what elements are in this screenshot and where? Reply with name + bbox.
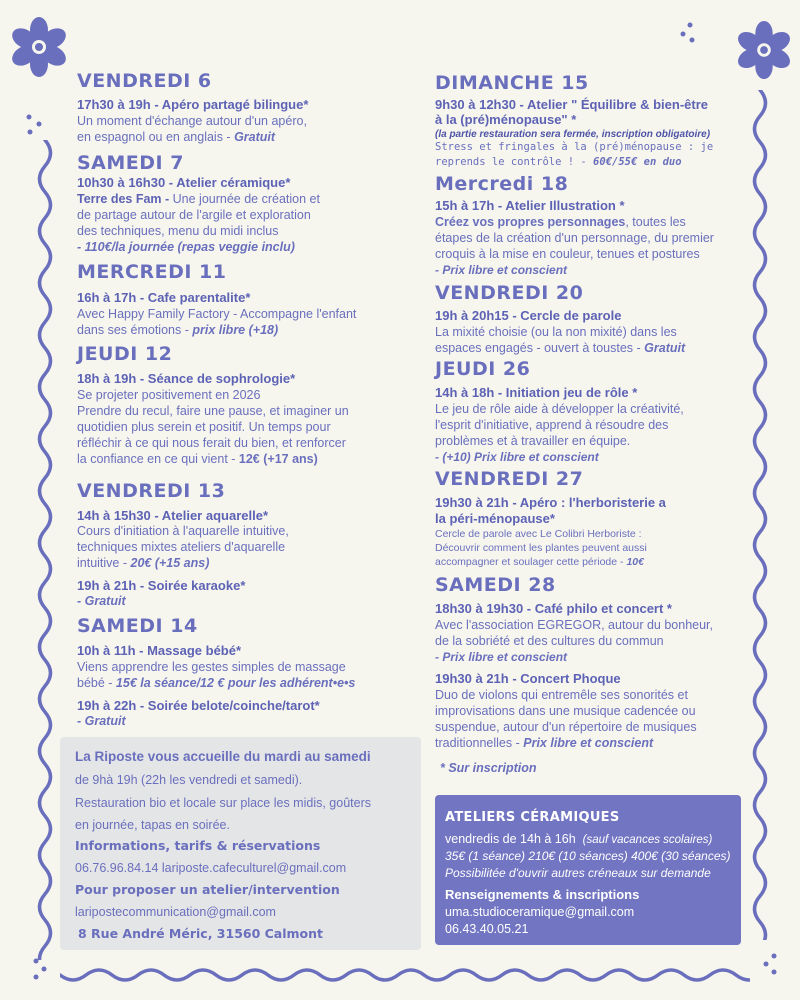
- event-title: 14h à 15h30 - Atelier aquarelle*: [77, 508, 269, 523]
- ceramics-subheading: Renseignements & inscriptions: [445, 887, 640, 902]
- event-price: - Gratuit: [77, 714, 126, 728]
- flower-icon: [734, 20, 794, 80]
- event-price: - Gratuit: [77, 594, 126, 608]
- wave-border-bottom: [60, 960, 750, 990]
- event-title: 10h à 11h - Massage bébé*: [77, 643, 242, 658]
- event-note: (la partie restauration sera fermée, inscription obligatoire): [435, 129, 711, 140]
- day-heading: MERCREDI 11: [77, 261, 227, 283]
- event-desc: Le jeu de rôle aide à développer la créativité, l'esprit d'initiative, apprend à résoudre des problèmes et à travailler en équipe. - (+10) Prix libre et conscient: [435, 402, 684, 464]
- ceramics-heading: ATELIERS CÉRAMIQUES: [445, 810, 620, 825]
- ceramics-box: [435, 795, 741, 945]
- event-title: à la (pré)ménopause" *: [435, 112, 577, 127]
- dot-cluster-icon: [676, 20, 700, 48]
- event-desc: Duo de violons qui entremêle ses sonorités et improvisations dans une musique cadencée ou suspendue, autour d'un répertoire de musiques traditionnelles - Prix libre et conscient: [435, 688, 697, 750]
- wave-border-right: [745, 90, 775, 940]
- event-title: 9h30 à 12h30 - Atelier " Équilibre & bien-être: [435, 97, 708, 112]
- event-title: 18h30 à 19h30 - Café philo et concert *: [435, 601, 672, 616]
- info-text: en journée, tapas en soirée.: [75, 818, 230, 832]
- ceramics-other: Possibilitée d'ouvrir autres créneaux sur demande: [445, 866, 711, 880]
- wave-border-left: [30, 140, 60, 960]
- day-heading: JEUDI 12: [77, 343, 173, 365]
- ceramics-schedule: vendredis de 14h à 16h (sauf vacances scolaires): [445, 832, 713, 846]
- day-heading: SAMEDI 14: [77, 615, 198, 637]
- info-subheading: Pour proposer un atelier/intervention: [75, 882, 340, 897]
- info-text: de 9hà 19h (22h les vendredi et samedi).: [75, 773, 303, 787]
- event-desc: 10h30 à 16h30 - Atelier céramique* Terre des Fam - Une journée de création et de partage autour de l'argile et exploration des techniques, menu du midi inclus - 110€/la journée (repas veggie inclu): [77, 175, 320, 254]
- event-desc: Avec Happy Family Factory - Accompagne l'enfant dans ses émotions - prix libre (+18): [77, 307, 357, 337]
- event-title: 15h à 17h - Atelier Illustration *: [435, 198, 625, 213]
- day-heading: SAMEDI 28: [435, 574, 556, 596]
- event-desc: La mixité choisie (ou la non mixité) dans les espaces engagés - ouvert à toustes - Gratuit: [435, 325, 686, 355]
- day-heading: VENDREDI 6: [77, 70, 212, 92]
- event-title: 16h à 17h - Cafe parentalite*: [77, 290, 251, 305]
- info-text: Restauration bio et locale sur place les midis, goûters: [75, 796, 371, 810]
- day-heading: SAMEDI 7: [77, 152, 184, 174]
- day-heading: DIMANCHE 15: [435, 72, 589, 94]
- event-desc: Créez vos propres personnages, toutes les étapes de la création d'un personnage, du premier croquis à la mise en couleur, tenues et postures - Prix libre et conscient: [435, 215, 714, 277]
- event-title: 19h30 à 21h - Concert Phoque: [435, 671, 621, 686]
- info-heading: La Riposte vous accueille du mardi au samedi: [75, 749, 371, 764]
- event-title: 19h30 à 21h - Apéro : l'herboristerie a: [435, 495, 666, 510]
- event-title: la péri-ménopause*: [435, 511, 555, 526]
- day-heading: VENDREDI 27: [435, 468, 584, 490]
- dot-cluster-icon: [24, 112, 48, 140]
- ceramics-prices: 35€ (1 séance) 210€ (10 séances) 400€ (30 séances): [445, 849, 731, 863]
- address: 8 Rue André Méric, 31560 Calmont: [78, 926, 324, 941]
- event-desc: Avec l'association EGREGOR, autour du bonheur, de la sobriété et des cultures du commun - Prix libre et conscient: [435, 618, 714, 664]
- info-subheading: Informations, tarifs & réservations: [75, 838, 321, 853]
- event-desc: Viens apprendre les gestes simples de massage bébé - 15€ la séance/12 € pour les adhérent•e•s: [77, 660, 356, 690]
- event-title: 19h à 22h - Soirée belote/coinche/tarot*: [77, 698, 320, 713]
- day-heading: VENDREDI 13: [77, 480, 226, 502]
- ceramics-email[interactable]: uma.studioceramique@gmail.com: [445, 905, 635, 919]
- dot-cluster-icon: [758, 950, 782, 978]
- info-box: [60, 737, 421, 950]
- day-heading: Mercredi 18: [435, 173, 569, 195]
- day-heading: VENDREDI 20: [435, 282, 584, 304]
- footnote: * Sur inscription: [440, 761, 537, 775]
- event-desc: Stress et fringales à la (pré)ménopause : je reprends le contrôle ! - 60€/55€ en duo: [435, 141, 714, 168]
- event-title: 14h à 18h - Initiation jeu de rôle *: [435, 385, 638, 400]
- event-desc: Se projeter positivement en 2026 Prendre du recul, faire une pause, et imaginer un quotidien plus serein et positif. Un temps pour réfléchir à ce qui nous ferait du bien, et renforcer la confiance en ce qui vient - 12€ (+17 ans): [77, 388, 349, 466]
- day-heading: JEUDI 26: [435, 358, 531, 380]
- flower-icon: [8, 16, 70, 78]
- email-link[interactable]: laripostecommunication@gmail.com: [75, 905, 276, 919]
- event-desc: Un moment d'échange autour d'un apéro, en espagnol ou en anglais - Gratuit: [77, 114, 307, 144]
- event-title: 18h à 19h - Séance de sophrologie*: [77, 371, 296, 386]
- ceramics-phone[interactable]: 06.43.40.05.21: [445, 922, 529, 936]
- event-title: 19h à 20h15 - Cercle de parole: [435, 308, 622, 323]
- event-title: 19h à 21h - Soirée karaoke*: [77, 578, 246, 593]
- contact-text[interactable]: 06.76.96.84.14 lariposte.cafeculturel@gmail.com: [75, 861, 347, 875]
- event-title: 17h30 à 19h - Apéro partagé bilingue*: [77, 97, 309, 112]
- event-desc: Cercle de parole avec Le Colibri Herboriste : Découvrir comment les plantes peuvent aussi accompagner et soulager cette période - 10€: [435, 528, 647, 568]
- event-desc: Cours d'initiation à l'aquarelle intuitive, techniques mixtes ateliers d'aquarelle intuitive - 20€ (+15 ans): [77, 524, 289, 570]
